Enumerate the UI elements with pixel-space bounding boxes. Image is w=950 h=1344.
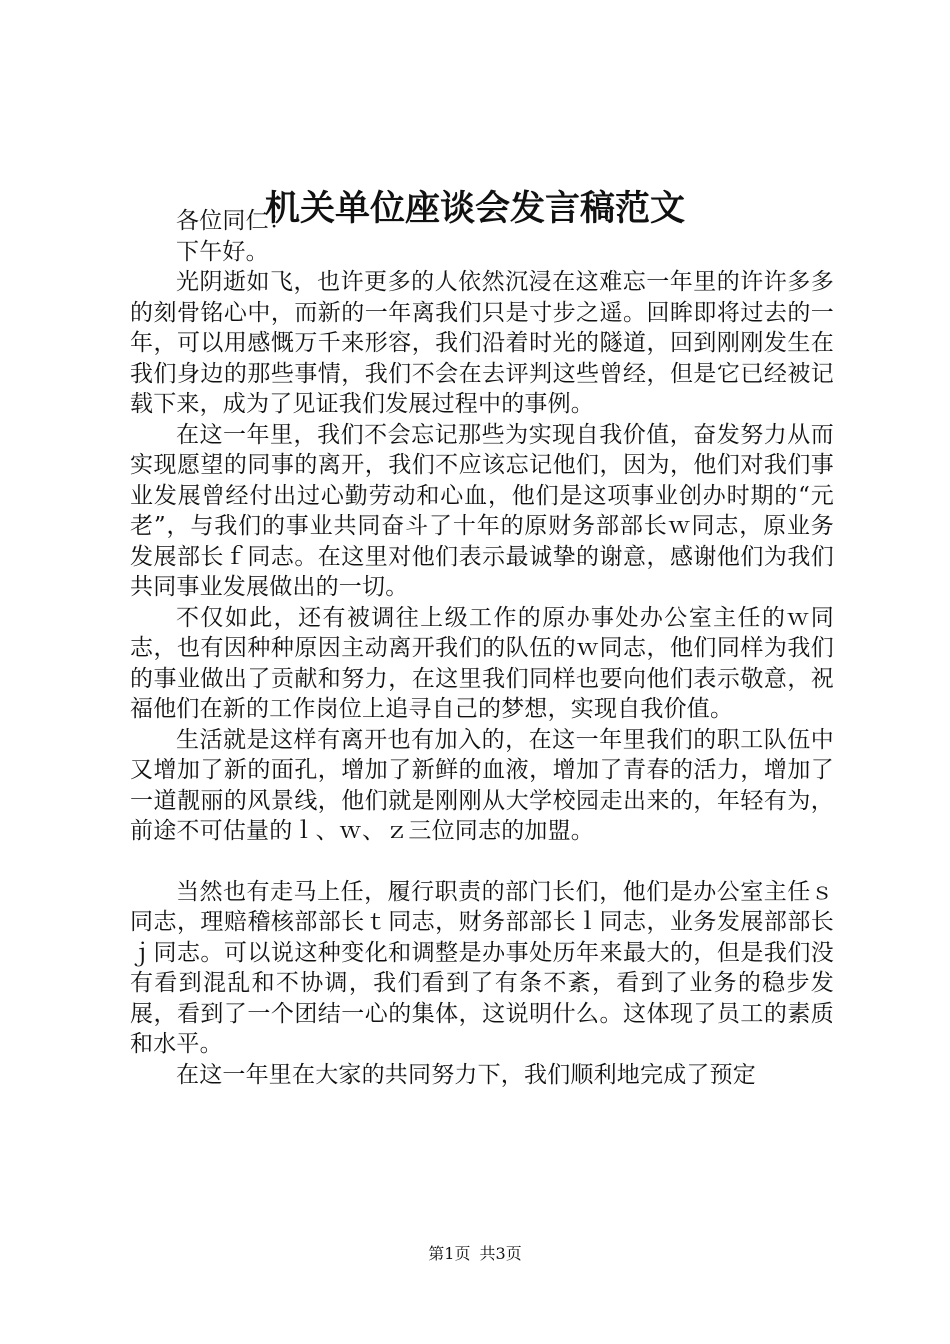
page-total: 共3页 <box>479 1244 522 1263</box>
document-body <box>130 206 834 1090</box>
greeting-paragraph: 各位同仁： <box>176 208 292 234</box>
body-paragraph: 不仅如此，还有被调往上级工作的原办事处办公室主任的ｗ同志，也有因种种原因主动离开我们的队伍的ｗ同志，他们同样为我们的事业做出了贡献和努力，在这里我们同样也要向他们表示敬意，祝福他们在新的工作岗位上追寻自己的梦想，实现自我价值。 <box>130 604 834 722</box>
page-number: 第1页 <box>428 1244 471 1263</box>
body-paragraph: 生活就是这样有离开也有加入的，在这一年里我们的职工队伍中又增加了新的面孔，增加了新鲜的血液，增加了青春的活力，增加了一道靓丽的风景线，他们就是刚刚从大学校园走出来的，年轻有为，前途不可估量的ｌ、ｗ、ｚ三位同志的加盟。 <box>130 726 834 844</box>
body-paragraph: 在这一年里在大家的共同努力下，我们顺利地完成了预定 <box>176 1061 756 1088</box>
body-paragraph: 光阴逝如飞，也许更多的人依然沉浸在这难忘一年里的许许多多的刻骨铭心中，而新的一年离我们只是寸步之遥。回眸即将过去的一年，可以用感慨万千来形容，我们沿着时光的隧道，回到刚刚发生在我们身边的那些事情，我们不会在去评判这些曾经，但是它已经被记载下来，成为了见证我们发展过程中的事例。 <box>130 269 834 417</box>
page-footer <box>0 1242 950 1266</box>
document-title: 机关单位座谈会发言稿范文 <box>264 188 685 229</box>
greeting-paragraph: 下午好。 <box>176 238 269 265</box>
body-paragraph: 当然也有走马上任，履行职责的部门长们，他们是办公室主任ｓ同志，理赔稽核部部长ｔ同志，财务部部长ｌ同志，业务发展部部长ｊ同志。可以说这种变化和调整是办事处历年来最大的，但是我们没有看到混乱和不协调，我们看到了有条不紊，看到了业务的稳步发展，看到了一个团结一心的集体，这说明什么。这体现了员工的素质和水平。 <box>130 878 834 1057</box>
body-paragraph: 在这一年里，我们不会忘记那些为实现自我价值，奋发努力从而实现愿望的同事的离开，我们不应该忘记他们，因为，他们对我们事业发展曾经付出过心勤劳动和心血，他们是这项事业创办时期的“元老”，与我们的事业共同奋斗了十年的原财务部部长ｗ同志，原业务发展部长ｆ同志。在这里对他们表示最诚挚的谢意，感谢他们为我们共同事业发展做出的一切。 <box>130 421 834 600</box>
